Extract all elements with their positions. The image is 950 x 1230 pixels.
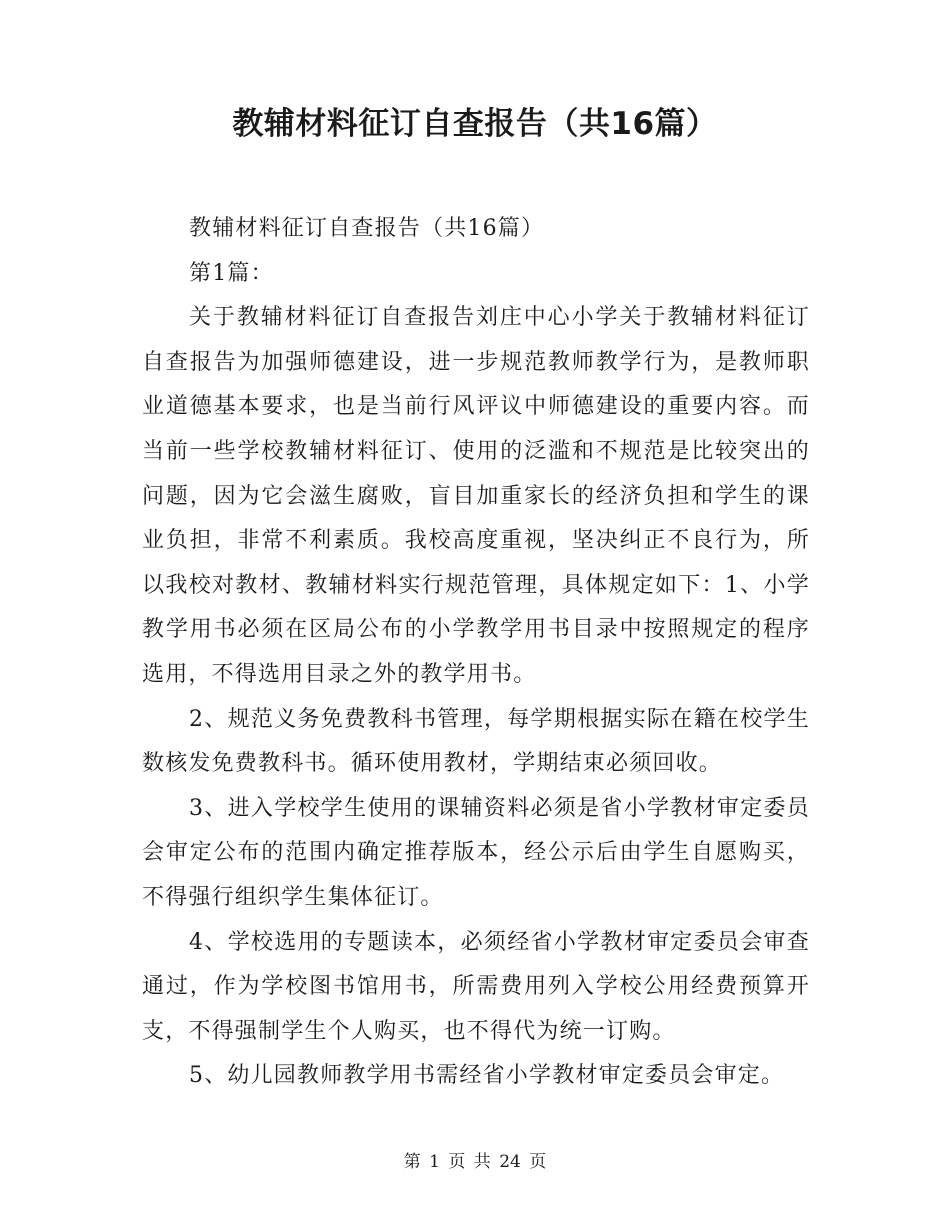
- paragraph-item-2: 2、规范义务免费教科书管理，每学期根据实际在籍在校学生数核发免费教科书。循环使用教材，学期结束必须回收。: [142, 706, 810, 777]
- page-number-footer: 第 1 页 共 24 页: [403, 1152, 547, 1172]
- paragraph-item-4: 4、学校选用的专题读本，必须经省小学教材审定委员会审查通过，作为学校图书馆用书，所需费用列入学校公用经费预算开支，不得强制学生个人购买，也不得代为统一订购。: [142, 929, 810, 1044]
- paragraph-item-3: 3、进入学校学生使用的课辅资料必须是省小学教材审定委员会审定公布的范围内确定推荐版本，经公示后由学生自愿购买，不得强行组织学生集体征订。: [142, 795, 810, 910]
- document-title: 教辅材料征订自查报告（共16篇）: [232, 106, 718, 142]
- paragraph-section-heading: 第1篇：: [189, 260, 274, 286]
- paragraph-item-5: 5、幼儿园教师教学用书需经省小学教材审定委员会审定。: [189, 1063, 785, 1089]
- document-body: [142, 207, 810, 1099]
- paragraph-intro: 关于教辅材料征订自查报告刘庄中心小学关于教辅材料征订自查报告为加强师德建设，进一步规范教师教学行为，是教师职业道德基本要求，也是当前行风评议中师德建设的重要内容。而当前一些学校教辅材料征订、使用的泛滥和不规范是比较突出的问题，因为它会滋生腐败，盲目加重家长的经济负担和学生的课业负担，非常不利素质。我校高度重视，坚决纠正不良行为，所以我校对教材、教辅材料实行规范管理，具体规定如下：1、小学教学用书必须在区局公布的小学教学用书目录中按照规定的程序选用，不得选用目录之外的教学用书。: [142, 305, 810, 687]
- paragraph-subtitle: 教辅材料征订自查报告（共16篇）: [189, 216, 545, 241]
